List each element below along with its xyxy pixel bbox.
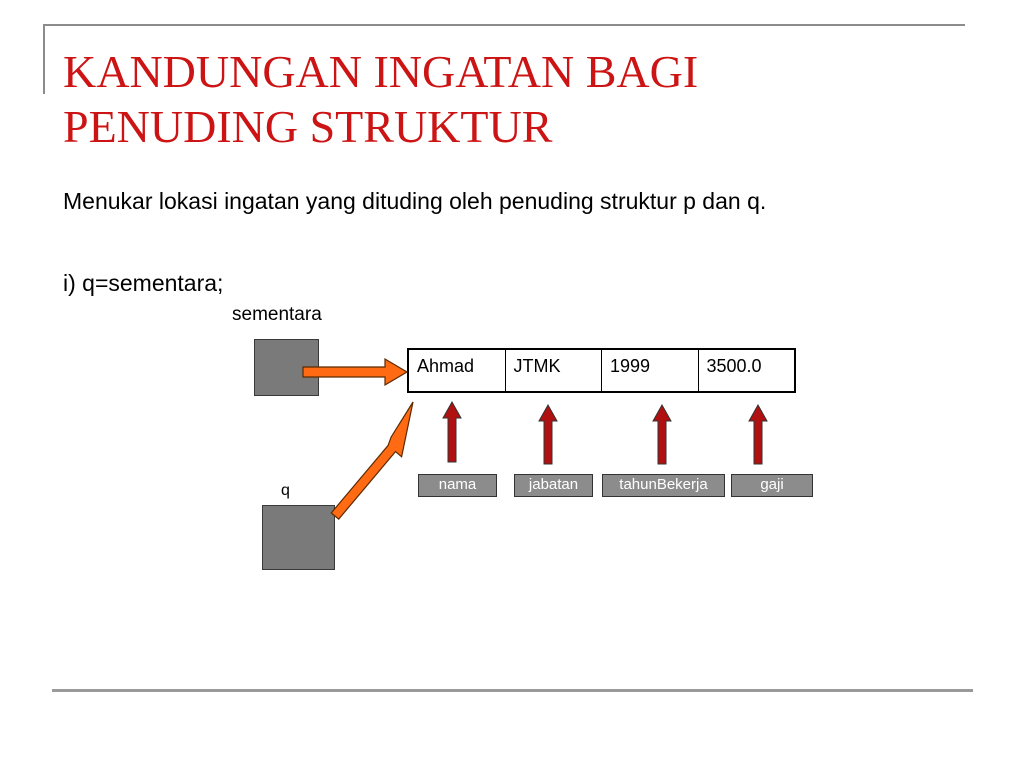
- orange-arrow-q: [331, 402, 413, 519]
- field-label-tahunbekerja: tahunBekerja: [602, 474, 725, 497]
- slide-title-line1: KANDUNGAN INGATAN BAGI: [63, 46, 699, 97]
- record-cell-tahunbekerja: 1999: [602, 350, 699, 391]
- orange-arrow-sementara: [303, 359, 407, 385]
- field-label-jabatan: jabatan: [514, 474, 593, 497]
- pointer-sementara-label: sementara: [232, 304, 322, 325]
- red-arrow-gaji: [749, 405, 767, 464]
- record-cell-nama: Ahmad: [409, 350, 506, 391]
- step-text: i) q=sementara;: [63, 270, 224, 296]
- field-label-gaji: gaji: [731, 474, 813, 497]
- pointer-q-label: q: [281, 482, 290, 499]
- record-cell-jabatan: JTMK: [506, 350, 603, 391]
- red-arrow-nama: [443, 402, 461, 462]
- frame-bottom-line: [52, 689, 973, 692]
- record-cell-gaji: 3500.0: [706, 356, 762, 376]
- slide-subtitle: Menukar lokasi ingatan yang dituding oleh penuding struktur p dan q.: [63, 188, 767, 214]
- red-arrow-tahunbekerja: [653, 405, 671, 464]
- red-arrow-jabatan: [539, 405, 557, 464]
- field-label-nama: nama: [418, 474, 497, 497]
- slide-title-line2: PENUDING STRUKTUR: [63, 101, 553, 152]
